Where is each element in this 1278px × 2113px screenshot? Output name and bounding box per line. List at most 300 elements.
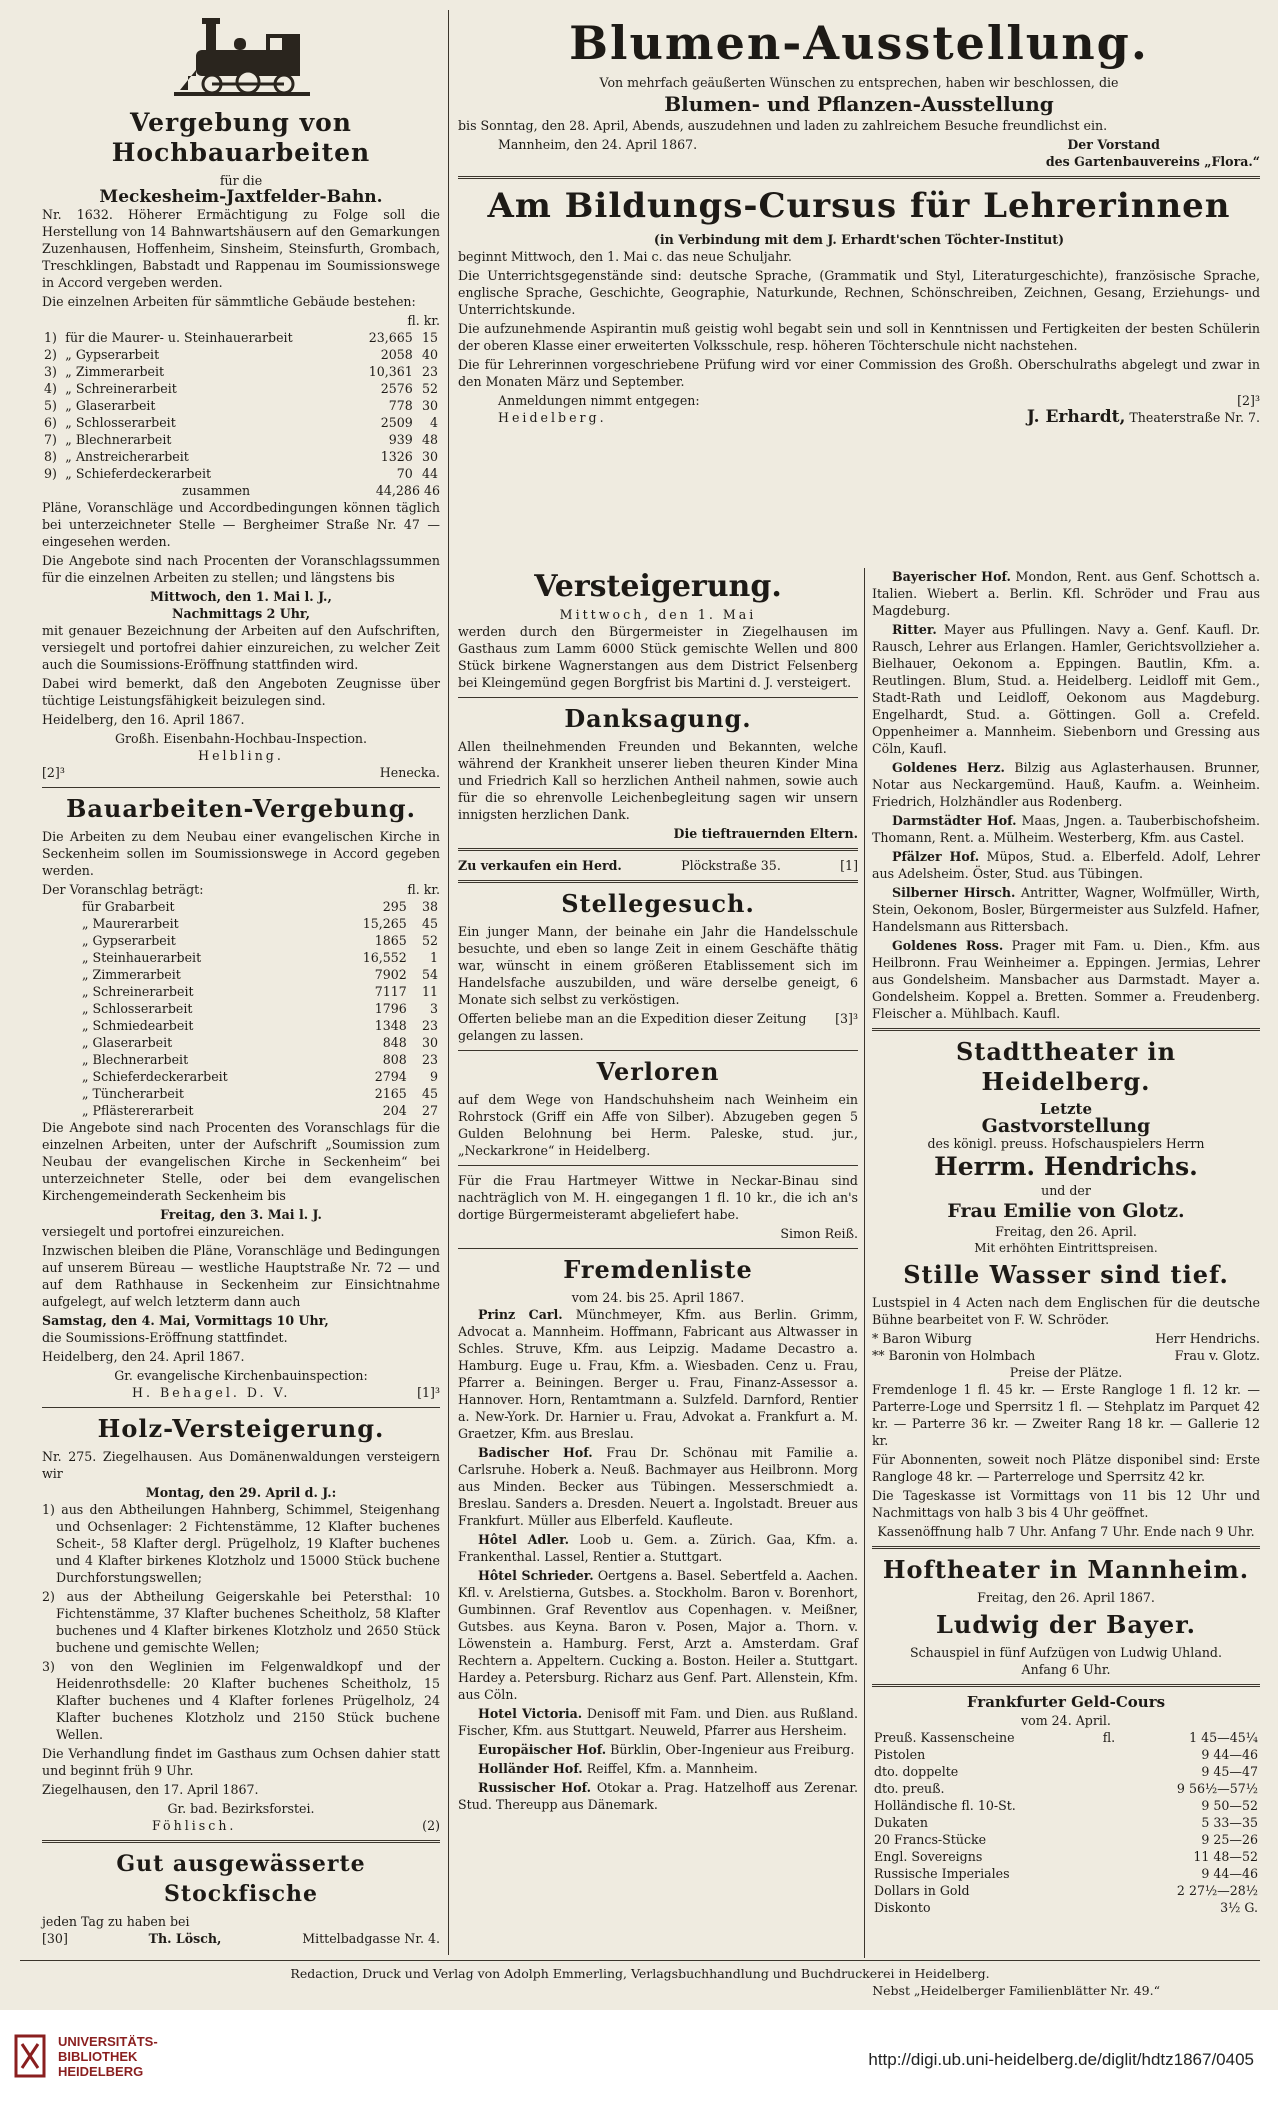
- item-fl: 2794: [374, 1069, 407, 1084]
- vergebung-date1: Mittwoch, den 1. Mai l. J.,: [150, 589, 332, 604]
- fremden-list-cont: [872, 568, 1260, 1022]
- st-date: Freitag, den 26. April.: [995, 1224, 1137, 1239]
- item-name: „ Schreinerarbeit: [65, 381, 177, 396]
- item-fl: 10,361: [368, 364, 413, 379]
- table-row: [872, 1899, 1260, 1916]
- st-kasse2: Kassenöffnung halb 7 Uhr. Anfang 7 Uhr. Ende nach 9 Uhr.: [877, 1524, 1255, 1539]
- stelle-text: Ein junger Mann, der beinahe ein Jahr die Handelsschule besuchte, und eben so lange Zeit in einem Geschäfte thätig war, wünscht in einem größeren Etablissement sich im Handelsfache auszubilden, und wäre derselbe geneigt, 6 Monate sich selbst zu verköstigen.: [458, 924, 858, 1007]
- bildung-footer: Heidelberg. J. Erhardt, Theaterstraße Nr. 7.: [498, 407, 1260, 427]
- cours-name: dto. preuß.: [874, 1781, 945, 1796]
- item-kr: 9: [429, 1069, 438, 1084]
- hotel-entry: [458, 1779, 858, 1813]
- middle-column: [458, 568, 858, 1815]
- hotel-entry: [458, 1705, 858, 1739]
- cast-row: [872, 1347, 1260, 1364]
- table-row: [42, 431, 440, 448]
- table-row: [42, 1017, 440, 1034]
- item-kr: 38: [421, 899, 438, 914]
- st-t3: des königl. preuss. Hofschauspielers Herrn: [927, 1136, 1205, 1151]
- blumen-sign2: des Gartenbauvereins „Flora.“: [1045, 154, 1260, 169]
- table-row: [42, 414, 440, 431]
- cours-value: 9 44—46: [1201, 1747, 1258, 1762]
- holz-footer: Föhlisch. (2): [152, 1818, 440, 1833]
- cours-unit: [1101, 1763, 1127, 1780]
- blumen-footer: Mannheim, den 24. April 1867. Der Vorstand: [498, 137, 1160, 152]
- cours-value: 1 45—45¼: [1189, 1730, 1258, 1745]
- bildung-sub: (in Verbindung mit dem J. Erhardt'schen Töchter-Institut): [653, 232, 1065, 247]
- stockfische-title: Gut ausgewässerte Stockfische: [116, 1851, 366, 1907]
- table-row: [42, 898, 440, 915]
- item-fl: 2576: [380, 381, 413, 396]
- hotel-name: Pfälzer Hof.: [892, 849, 980, 864]
- cours-value: 9 45—47: [1201, 1764, 1258, 1779]
- hotel-guests: Frau Dr. Schönau mit Familie a. Carlsruhe. Hoberk a. Neuß. Bachmayer aus Heilbronn. Morg aus Minden. Becker aus Tübingen. Messerschmiedt a. Breslau. Sanders a. Dresden. Neuert a. Ingolstadt. Breuer aus Frankfurt. Müller aus Elberfeld. Kaufleute.: [458, 1445, 858, 1528]
- item-name: „ Gypserarbeit: [82, 933, 176, 948]
- hotel-name: Russischer Hof.: [478, 1780, 592, 1795]
- item-name: für die Maurer- u. Steinhauerarbeit: [65, 330, 293, 345]
- item-name: „ Gypserarbeit: [65, 347, 160, 362]
- hartmeyer-text: Für die Frau Hartmeyer Wittwe in Neckar-Binau sind nachträglich von M. H. eingegangen 1 fl. 10 kr., die ich an's dortige Bürgermeisteramt abgeliefert habe.: [458, 1173, 858, 1222]
- item-kr: 4: [429, 415, 438, 430]
- vergebung-text2: Die Angebote sind nach Procenten der Voranschlagssummen für die einzelnen Arbeiten zu stellen; und längstens bis: [42, 553, 440, 585]
- item-fl: 2058: [380, 347, 413, 362]
- item-kr: 30: [421, 449, 438, 464]
- holz-date: Montag, den 29. April d. J.:: [145, 1485, 337, 1500]
- hotel-name: Ritter.: [892, 622, 937, 637]
- table-row: [42, 983, 440, 1000]
- item-kr: 45: [421, 1086, 438, 1101]
- hotel-entry: [872, 759, 1260, 810]
- table-row: [42, 949, 440, 966]
- list-item: 3) von den Weglinien im Felgenwaldkopf und der Heidenrothsdelle: 20 Klafter buchenes Scheitholz, 15 Klafter buchenes und 4 Klafter forlenes Prügelholz, 24 Klafter buchenes Klotzholz und 2150 Stück buchene Wellen.: [42, 1659, 440, 1742]
- blumen-title2: Blumen- und Pflanzen-Ausstellung: [664, 92, 1054, 116]
- vergebung-text1: Pläne, Voranschläge und Accordbedingungen können täglich bei unterzeichneter Stelle — Bergheimer Straße Nr. 47 — eingesehen werden.: [42, 500, 440, 549]
- item-no: 3): [44, 364, 57, 379]
- table-row: [872, 1814, 1260, 1831]
- item-kr: 27: [421, 1103, 438, 1118]
- vergebung-sign1: Großh. Eisenbahn-Hochbau-Inspection.: [114, 731, 368, 746]
- fremden-title: Fremdenliste: [563, 1255, 753, 1284]
- fremden-list: [458, 1306, 858, 1813]
- vergebung-text4: Dabei wird bemerkt, daß den Angeboten Zeugnisse über tüchtige Leistungsfähigkeit beizulegen sind.: [42, 676, 440, 708]
- cast-actor: Frau v. Glotz.: [1174, 1348, 1260, 1363]
- hotel-name: Hôtel Adler.: [478, 1532, 569, 1547]
- item-name: „ Zimmerarbeit: [82, 967, 181, 982]
- stockfische-footer: [30] Th. Lösch, Mittelbadgasse Nr. 4.: [42, 1931, 440, 1946]
- item-kr: 23: [421, 364, 438, 379]
- item-kr: 40: [421, 347, 438, 362]
- table-row: [872, 1746, 1260, 1763]
- holz-items: [42, 1501, 440, 1743]
- cast-actor: Herr Hendrichs.: [1155, 1331, 1260, 1346]
- st-t2: Gastvorstellung: [981, 1115, 1151, 1137]
- versteigerung-title: Versteigerung.: [534, 569, 782, 604]
- library-logo-icon: [12, 2032, 48, 2080]
- hotel-entry: [458, 1567, 858, 1703]
- cours-name: Dollars in Gold: [874, 1883, 970, 1898]
- item-fl: 1865: [374, 933, 407, 948]
- item-fl: 7117: [374, 984, 407, 999]
- st-prices-title: Preise der Plätze.: [1009, 1365, 1123, 1380]
- cours-value: 9 25—26: [1201, 1832, 1258, 1847]
- item-name: „ Steinhauerarbeit: [82, 950, 202, 965]
- list-item: 1) aus den Abtheilungen Hahnberg, Schimmel, Steigenhang und Ochsenlager: 2 Fichtenstämme, 12 Klafter buchenes Scheit-, 58 Klafter dergl. Prügelholz, 19 Klafter buchenes und 4 Klafter birkenes Klotzholz und 15000 Stück buchene Durchforstungswellen;: [42, 1502, 440, 1585]
- table-row: [42, 380, 440, 397]
- item-no: 2): [44, 347, 57, 362]
- hotel-name: Hotel Victoria.: [478, 1706, 583, 1721]
- item-kr: 48: [421, 432, 438, 447]
- top-right-block: [458, 12, 1260, 426]
- item-fl: 2509: [380, 415, 413, 430]
- item-name: „ Glaserarbeit: [65, 398, 156, 413]
- item-name: „ Schmiedearbeit: [82, 1018, 194, 1033]
- bauarbeiten-title: Bauarbeiten-Vergebung.: [66, 794, 416, 823]
- hotel-entry: [458, 1306, 858, 1442]
- vergebung-text3: mit genauer Bezeichnung der Arbeiten auf den Aufschriften, versiegelt und portofrei dahier einzureichen, zu welcher Zeit auch die Soumissions-Eröffnung stattfinden wird.: [42, 623, 440, 672]
- vergebung-intro2: Die einzelnen Arbeiten für sämmtliche Gebäude bestehen:: [42, 294, 416, 309]
- cours-value: 3½ G.: [1220, 1900, 1258, 1915]
- library-logo: UNIVERSITÄTS- BIBLIOTHEK HEIDELBERG: [12, 2032, 158, 2080]
- item-fl: 848: [382, 1035, 407, 1050]
- st-abo: Für Abonnenten, soweit noch Plätze disponibel sind: Erste Rangloge 48 kr. — Parterreloge und Sperrsitz 42 kr.: [872, 1452, 1260, 1484]
- table-row: [872, 1729, 1260, 1746]
- danksagung-sign: Die tieftrauernden Eltern.: [673, 826, 858, 841]
- st-t5: und der: [1041, 1183, 1091, 1198]
- item-fl: 808: [382, 1052, 407, 1067]
- item-fl: 1348: [374, 1018, 407, 1033]
- danksagung-text: Allen theilnehmenden Freunden und Bekannten, welche während der Krankheit unserer lieben theuren Kinder Mina und Friedrich Kall so herzlichen Antheil nahmen, sowie auch für die so ehrenvolle Leichenbegleitung sagen wir unsern innigsten herzlichen Dank.: [458, 739, 858, 822]
- bauarbeiten-table: [42, 898, 440, 1119]
- danksagung-title: Danksagung.: [564, 704, 752, 733]
- hotel-entry: [458, 1444, 858, 1529]
- hotel-name: Goldenes Herz.: [892, 760, 1005, 775]
- cours-unit: [1101, 1882, 1127, 1899]
- cours-unit: [1101, 1814, 1127, 1831]
- bauarbeiten-text4: die Soumissions-Eröffnung stattfindet.: [42, 1330, 288, 1345]
- item-kr: 23: [421, 1052, 438, 1067]
- table-row: [872, 1763, 1260, 1780]
- vergebung-sign2: Helbling.: [198, 748, 284, 763]
- cast-role: * Baron Wiburg: [872, 1331, 972, 1346]
- item-name: „ Schieferdeckerarbeit: [82, 1069, 228, 1084]
- item-kr: 23: [421, 1018, 438, 1033]
- library-bar: [0, 2010, 1278, 2113]
- item-no: 4): [44, 381, 57, 396]
- item-name: für Grabarbeit: [82, 899, 175, 914]
- item-kr: 44: [421, 466, 438, 481]
- item-no: 7): [44, 432, 57, 447]
- cours-name: Diskonto: [874, 1900, 931, 1915]
- table-row: [872, 1797, 1260, 1814]
- vergebung-intro: Nr. 1632. Höherer Ermächtigung zu Folge soll die Herstellung von 14 Bahnwartshäusern auf den Gemarkungen Zuzenhausen, Hoffenheim, Sinsheim, Steinsfurth, Grombach, Treschklingen, Babstadt und Rappenau im Soumissionswege in Accord vergeben werden.: [42, 207, 440, 290]
- cours-value: 2 27½—28½: [1176, 1883, 1258, 1898]
- blumen-title: Blumen-Ausstellung.: [569, 16, 1149, 70]
- item-name: „ Schlosserarbeit: [65, 415, 176, 430]
- cours-value: 9 44—46: [1201, 1866, 1258, 1881]
- hotel-entry: [872, 812, 1260, 846]
- item-no: 6): [44, 415, 57, 430]
- table-row: [42, 932, 440, 949]
- unit-header: fl. kr.: [407, 313, 440, 328]
- table-row: [42, 1085, 440, 1102]
- hotel-guests: Denisoff mit Fam. und Dien. aus Rußland. Fischer, Kfm. aus Stuttgart. Neuweld, Pfarrer aus Hersheim.: [458, 1706, 858, 1738]
- hoftheater-title: Hoftheater in Mannheim.: [882, 1555, 1250, 1584]
- hotel-guests: Mondon, Rent. aus Genf. Schottsch a. Italien. Wiebert a. Berlin. Kfl. Schröder und Frau aus Magdeburg.: [872, 569, 1261, 618]
- bildung-text2: Die Unterrichtsgegenstände sind: deutsche Sprache, (Grammatik und Styl, Literaturgeschichte), französische Sprache, englische Sprache, Geschichte, Geographie, Naturkunde, Rechnen, Schönschreiben, Zeichnen, Gesang, Erziehungs- und Unterrichtskunde.: [458, 268, 1260, 317]
- table-row: [42, 346, 440, 363]
- table-row: [42, 363, 440, 380]
- hotel-entry: [458, 1531, 858, 1565]
- hotel-entry: [872, 937, 1260, 1022]
- item-kr: 3: [429, 1001, 438, 1016]
- item-kr: 1: [429, 950, 438, 965]
- versteigerung-text: werden durch den Bürgermeister in Ziegelhausen im Gasthaus zum Lamm 6000 Stück gemischte Wellen und 800 Stück birkene Wagnerstangen aus dem District Felsenberg bei Kleingemünd gegen Borgfrist bis Martini d. J. versteigert.: [458, 624, 858, 690]
- table-row: [872, 1882, 1260, 1899]
- table-row: [872, 1780, 1260, 1797]
- hotel-guests: Antritter, Wagner, Wolfmüller, Wirth, Stein, Oekonom, Bosler, Bürgermeister aus Sulzfeld. Hafner, Handelsmann aus Rittersbach.: [872, 885, 1260, 934]
- holz-intro: Nr. 275. Ziegelhausen. Aus Domänenwaldungen versteigern wir: [42, 1449, 440, 1481]
- hotel-guests: Oertgens a. Basel. Sebertfeld a. Aachen. Kfl. v. Arelstierna, Gutsbes. a. Stockholm. Baron v. Borenhort, Gumbinnen. Graf Reventlov aus Copenhagen. v. Meißner, Gutsbes. aus Keyna. Baron v. Posen, Major a. Thorn. v. Löwenstein a. Hamburg. Ferst, Arzt a. Amsterdam. Graf Rechtern a. Appeltern. Cucking a. Boston. Heiler a. Stuttgart. Hardey a. Petersburg. Richarz aus Genf. Part. Allenstein, Kfm. aus Cöln.: [458, 1568, 858, 1702]
- vergebung-title: Vergebung von Hochbauarbeiten: [111, 108, 371, 167]
- item-kr: 15: [421, 330, 438, 345]
- hotel-name: Holländer Hof.: [478, 1761, 583, 1776]
- hof-date: Freitag, den 26. April 1867.: [977, 1590, 1155, 1605]
- cours-unit: [1101, 1746, 1127, 1763]
- cast-row: [872, 1330, 1260, 1347]
- cours-name: Holländische fl. 10-St.: [874, 1798, 1016, 1813]
- hotel-guests: Maas, Jngen. a. Tauberbischofsheim. Thomann, Rent. a. Mülheim. Westerberg, Kfm. aus Castel.: [872, 813, 1260, 845]
- locomotive-icon: [166, 12, 316, 104]
- vergebung-bahn: Meckesheim-Jaxtfelder-Bahn.: [99, 187, 383, 207]
- item-name: „ Schieferdeckerarbeit: [65, 466, 212, 481]
- cours-unit: [1101, 1899, 1127, 1916]
- versteigerung-date: Mittwoch, den 1. Mai: [559, 607, 757, 622]
- hotel-name: Darmstädter Hof.: [892, 813, 1017, 828]
- cast-role: ** Baronin von Holmbach: [872, 1348, 1036, 1363]
- holz-text: Die Verhandlung findet im Gasthaus zum Ochsen dahier statt und beginnt früh 9 Uhr.: [42, 1746, 440, 1778]
- item-fl: 939: [388, 432, 413, 447]
- bauarbeiten-head: Der Voranschlag beträgt: fl. kr.: [42, 882, 440, 897]
- cours-date: vom 24. April.: [1021, 1713, 1111, 1728]
- st-note: Mit erhöhten Eintrittspreisen.: [974, 1241, 1158, 1255]
- hotel-entry: [872, 568, 1260, 619]
- table-row: [42, 397, 440, 414]
- blumen-text2: bis Sonntag, den 28. April, Abends, auszudehnen und laden zu zahlreichem Besuche freundlichst ein.: [458, 118, 1108, 133]
- vergebung-date2: Nachmittags 2 Uhr,: [171, 606, 311, 621]
- bildung-title: Am Bildungs-Cursus für Lehrerinnen: [487, 186, 1231, 226]
- table-row: [872, 1831, 1260, 1848]
- cours-value: 11 48—52: [1193, 1849, 1258, 1864]
- item-name: „ Schlosserarbeit: [82, 1001, 193, 1016]
- bildung-text1: beginnt Mittwoch, den 1. Mai c. das neue Schuljahr.: [458, 249, 792, 264]
- cours-name: dto. doppelte: [874, 1764, 959, 1779]
- bauarbeiten-sign1: Gr. evangelische Kirchenbauinspection:: [114, 1368, 368, 1383]
- hotel-entry: [872, 884, 1260, 935]
- item-name: „ Blechnerarbeit: [65, 432, 172, 447]
- table-row: [42, 1102, 440, 1119]
- table-row: [42, 1068, 440, 1085]
- vergebung-total: zusammen 44,286 46: [182, 483, 440, 498]
- item-kr: 11: [421, 984, 438, 999]
- item-kr: 30: [421, 1035, 438, 1050]
- table-row: [42, 329, 440, 346]
- table-row: [42, 1034, 440, 1051]
- cours-unit: fl.: [1102, 1730, 1116, 1745]
- hotel-guests: Müpos, Stud. a. Elberfeld. Adolf, Lehrer aus Adelsheim. Öster, Stud. aus Tübingen.: [872, 849, 1260, 881]
- bauarbeiten-text3: Inzwischen bleiben die Pläne, Voranschläge und Bedingungen auf unserem Büreau — westliche Hauptstraße Nr. 72 — und auf dem Rathhause in Seckenheim zur Einsichtnahme aufgelegt, auf welch letzterm dann auch: [42, 1243, 440, 1309]
- vergebung-footer: [2]³ Henecka.: [42, 765, 440, 780]
- verloren-title: Verloren: [596, 1057, 720, 1086]
- item-no: 1): [44, 330, 57, 345]
- cours-value: 5 33—35: [1201, 1815, 1258, 1830]
- fremden-date: vom 24. bis 25. April 1867.: [571, 1290, 745, 1305]
- hotel-entry: [458, 1741, 858, 1758]
- cours-name: Russische Imperiales: [874, 1866, 1010, 1881]
- item-kr: 30: [421, 398, 438, 413]
- stelle-footer: Offerten beliebe man an die Expedition dieser Zeitung gelangen zu lassen. [3]³: [458, 1011, 858, 1043]
- holz-sign1: Gr. bad. Bezirksforstei.: [167, 1801, 315, 1816]
- hotel-name: Badischer Hof.: [478, 1445, 593, 1460]
- cours-name: Engl. Sovereigns: [874, 1849, 983, 1864]
- hotel-guests: Mayer aus Pfullingen. Navy a. Genf. Kaufl. Dr. Rausch, Lehrer aus Erlangen. Hamler, Gerichtsvollzieher a. Bielhauer, Oekonom a. Eppingen. Bautlin, Kfm. a. Reutlingen. Blum, Stud. a. Heidelberg. Leidloff mit Gem., Stadt-Rath und Leidloff, Oekonom aus Magdeburg. Engelhardt, Stud. a. Göttingen. Goll a. Crefeld. Oppenheimer a. Mannheim. Siebenborn und Gressing aus Cöln, Kaufl.: [872, 622, 1260, 756]
- stockfische-text: jeden Tag zu haben bei: [42, 1914, 190, 1929]
- st-t6: Frau Emilie von Glotz.: [947, 1200, 1185, 1222]
- table-row: [872, 1848, 1260, 1865]
- vergebung-table: [42, 329, 440, 482]
- hotel-name: Prinz Carl.: [478, 1307, 563, 1322]
- hotel-guests: Reiffel, Kfm. a. Mannheim.: [586, 1761, 758, 1776]
- table-row: [42, 1000, 440, 1017]
- item-fl: 70: [396, 466, 413, 481]
- item-name: „ Pflästererarbeit: [82, 1103, 194, 1118]
- cours-unit: [1101, 1848, 1127, 1865]
- stelle-title: Stellegesuch.: [561, 889, 755, 918]
- hotel-entry: [872, 621, 1260, 757]
- item-fl: 2165: [374, 1086, 407, 1101]
- hof-start: Anfang 6 Uhr.: [1021, 1662, 1111, 1677]
- bauarbeiten-text2: versiegelt und portofrei einzureichen.: [42, 1224, 285, 1239]
- cours-name: Dukaten: [874, 1815, 928, 1830]
- hotel-guests: Münchmeyer, Kfm. aus Berlin. Grimm, Advocat a. Mannheim. Hoffmann, Fabricant aus Altwasser in Schles. Struve, Kfm. aus Leipzig. Madame Decastro a. Hamburg. Euge u. Frau, Kfm. a. Wiesbaden. Cenz u. Frau, Pfarrer a. Beiningen. Berger u. Frau, Finanz-Assessor a. Hannover. Horn, Rentamtmann a. Sulzfeld. Darnford, Rentier a. New-York. Dr. Harnier u. Frau, Advokat a. Frankfurt a. M. Graetzer, Kfm. aus Breslau.: [458, 1307, 858, 1441]
- bauarbeiten-date1: Freitag, den 3. Mai l. J.: [160, 1207, 322, 1222]
- source-url[interactable]: http://digi.ub.uni-heidelberg.de/diglit/hdtz1867/0405: [868, 2050, 1254, 2069]
- right-column: [872, 568, 1260, 1916]
- st-t4: Herrm. Hendrichs.: [934, 1152, 1198, 1181]
- table-row: [872, 1865, 1260, 1882]
- st-prices: Fremdenloge 1 fl. 45 kr. — Erste Rangloge 1 fl. 12 kr. — Parterre-Loge und Sperrsitz 1 fl. — Stehplatz im Parquet 42 kr. — Parterre 36 kr. — Zweiter Rang 18 kr. — Gallerie 12 kr.: [872, 1382, 1260, 1448]
- cours-value: 9 56½—57½: [1176, 1781, 1258, 1796]
- item-name: „ Glaserarbeit: [82, 1035, 173, 1050]
- hotel-entry: [872, 848, 1260, 882]
- list-item: 2) aus der Abtheilung Geigerskahle bei Petersthal: 10 Fichtenstämme, 37 Klafter buchenes Scheitholz, 58 Klafter buchenes und 4 Klafter birkenes Klotzholz und 2650 Stück buchene und gemischte Wellen;: [42, 1589, 440, 1655]
- item-kr: 52: [421, 933, 438, 948]
- hotel-guests: Otokar a. Prag. Hatzelhoff aus Zerenar. Stud. Thereupp aus Dänemark.: [458, 1780, 858, 1812]
- item-no: 9): [44, 466, 57, 481]
- left-column: [42, 12, 440, 1947]
- verloren-text: auf dem Wege von Handschuhsheim nach Weinheim ein Rohrstock (Griff ein Affe von Silber). Abzugeben gegen 5 Gulden Belohnung bei Herm. Paleske, stud. jur., „Neckarkrone“ in Heidelberg.: [458, 1092, 858, 1158]
- st-cast: [872, 1330, 1260, 1364]
- item-name: „ Schreinerarbeit: [82, 984, 194, 999]
- table-row: [42, 465, 440, 482]
- vergebung-place: Heidelberg, den 16. April 1867.: [42, 712, 245, 727]
- cours-title: Frankfurter Geld-Cours: [966, 1693, 1166, 1711]
- bildung-text4: Die für Lehrerinnen vorgeschriebene Prüfung wird vor einer Commission des Großh. Oberschulraths abgelegt und zwar in den Monaten März und September.: [458, 357, 1260, 389]
- bauarbeiten-footer: H. Behagel. D. V. [1]³: [132, 1385, 440, 1400]
- item-kr: 45: [421, 916, 438, 931]
- item-no: 8): [44, 449, 57, 464]
- table-row: [42, 448, 440, 465]
- st-kasse: Die Tageskasse ist Vormittags von 11 bis 12 Uhr und Nachmittags von halb 3 bis 4 Uhr geöffnet.: [872, 1488, 1260, 1520]
- hotel-guests: Bilzig aus Aglasterhausen. Brunner, Notar aus Neckargemünd. Hauß, Kaufm. a. Weinheim. Friedrich, Holzhändler aus Rodenberg.: [872, 760, 1260, 809]
- holz-title: Holz-Versteigerung.: [97, 1414, 385, 1443]
- item-fl: 15,265: [362, 916, 407, 931]
- bauarbeiten-text1: Die Angebote sind nach Procenten des Voranschlags für die einzelnen Arbeiten, unter der Aufschrift „Soumission zum Neubau der evangelischen Kirche in Seckenheim“ bei unterzeichneter Stelle, oder bei dem evangelischen Kirchengemeinderath Seckenheim bis: [42, 1120, 440, 1203]
- herd-ad: Zu verkaufen ein Herd. Plöckstraße 35. [1]: [458, 858, 858, 873]
- cours-name: 20 Francs-Stücke: [874, 1832, 987, 1847]
- bildung-anmeldung: Anmeldungen nimmt entgegen: [2]³: [498, 393, 1260, 408]
- cours-unit: [1101, 1831, 1127, 1848]
- hotel-name: Bayerischer Hof.: [892, 569, 1011, 584]
- item-fl: 1796: [374, 1001, 407, 1016]
- bildung-text3: Die aufzunehmende Aspirantin muß geistig wohl begabt sein und soll in Kenntnissen und Fertigkeiten der besten Schülerin der oberen Klasse einer erweiterten Volksschule, resp. höheren Töchterschule nicht nachstehen.: [458, 321, 1260, 353]
- holz-place: Ziegelhausen, den 17. April 1867.: [42, 1782, 259, 1797]
- table-row: [42, 966, 440, 983]
- vergebung-sub: für die: [219, 173, 263, 188]
- table-row: [42, 1051, 440, 1068]
- item-kr: 54: [421, 967, 438, 982]
- column-divider: [864, 568, 865, 1958]
- cours-table: [872, 1729, 1260, 1916]
- item-name: „ Tüncherarbeit: [82, 1086, 184, 1101]
- hartmeyer-sign: Simon Reiß.: [780, 1226, 858, 1241]
- st-desc: Lustspiel in 4 Acten nach dem Englischen für die deutsche Bühne bearbeitet von F. W. Schröder.: [872, 1295, 1260, 1327]
- hotel-guests: Bürklin, Ober-Ingenieur aus Freiburg.: [610, 1742, 855, 1757]
- cours-unit: [1101, 1865, 1127, 1882]
- cours-value: 9 50—52: [1201, 1798, 1258, 1813]
- bauarbeiten-date2: Samstag, den 4. Mai, Vormittags 10 Uhr,: [42, 1313, 329, 1328]
- item-fl: 295: [382, 899, 407, 914]
- item-fl: 778: [388, 398, 413, 413]
- stadttheater-title: Stadttheater in Heidelberg.: [955, 1037, 1177, 1096]
- bauarbeiten-place: Heidelberg, den 24. April 1867.: [42, 1349, 245, 1364]
- page-footer: [20, 1960, 1260, 1999]
- footer-line1: Redaction, Druck und Verlag von Adolph Emmerling, Verlagsbuchhandlung und Buchdruckerei in Heidelberg.: [290, 1966, 990, 1981]
- hotel-guests: Prager mit Fam. u. Dien., Kfm. aus Heilbronn. Frau Weinheimer a. Eppingen. Jermias, Lehrer aus Gondelsheim. Mansbacher aus Darmstadt. Mayer a. Gondelsheim. Koppel a. Bretten. Sommer a. Freudenberg. Fleischer a. Mühlbach. Kaufl.: [872, 938, 1260, 1021]
- blumen-text1: Von mehrfach geäußerten Wünschen zu entsprechen, haben wir beschlossen, die: [599, 75, 1119, 90]
- item-no: 5): [44, 398, 57, 413]
- cours-unit: [1101, 1797, 1127, 1814]
- hotel-name: Goldenes Ross.: [892, 938, 1004, 953]
- hotel-entry: [458, 1760, 858, 1777]
- hotel-guests: Loob u. Gem. a. Zürich. Gaa, Kfm. a. Frankenthal. Lassel, Rentier a. Stuttgart.: [458, 1532, 858, 1564]
- item-fl: 16,552: [362, 950, 407, 965]
- hof-desc: Schauspiel in fünf Aufzügen von Ludwig Uhland.: [909, 1645, 1223, 1660]
- cours-name: Pistolen: [874, 1747, 926, 1762]
- item-name: „ Blechnerarbeit: [82, 1052, 189, 1067]
- item-name: „ Maurerarbeit: [82, 916, 179, 931]
- hotel-name: Europäischer Hof.: [478, 1742, 607, 1757]
- cours-unit: [1101, 1780, 1127, 1797]
- hof-play: Ludwig der Bayer.: [936, 1610, 1196, 1639]
- item-name: „ Anstreicherarbeit: [65, 449, 189, 464]
- bauarbeiten-intro: Die Arbeiten zu dem Neubau einer evangelischen Kirche in Seckenheim sollen im Soumissionswege in Accord gegeben werden.: [42, 829, 440, 878]
- item-fl: 7902: [374, 967, 407, 982]
- table-row: [42, 915, 440, 932]
- item-name: „ Zimmerarbeit: [65, 364, 165, 379]
- item-kr: 52: [421, 381, 438, 396]
- item-fl: 1326: [380, 449, 413, 464]
- hotel-name: Silberner Hirsch.: [892, 885, 1016, 900]
